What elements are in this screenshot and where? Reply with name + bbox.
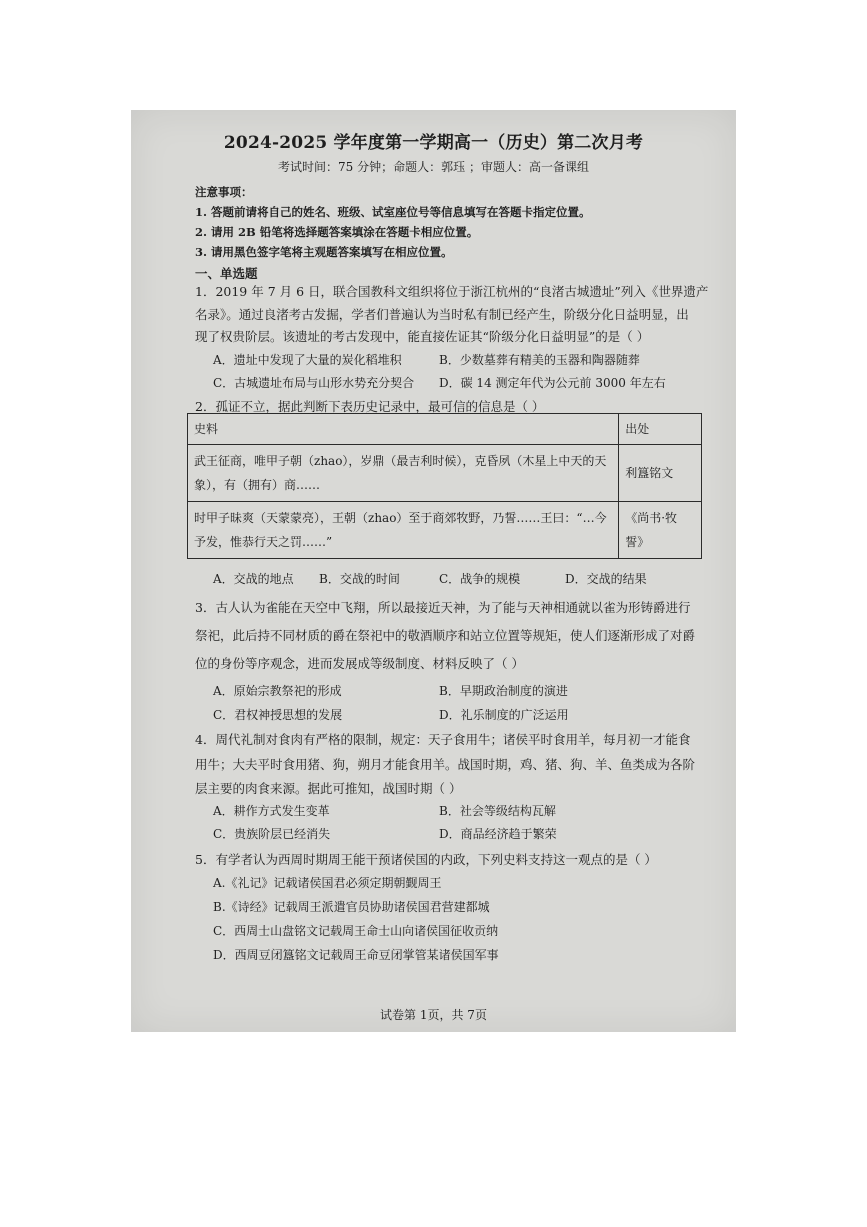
q2-option-b: B．交战的时间 [319,572,400,586]
q3-stem-line: 祭祀，此后持不同材质的爵在祭祀中的敬酒顺序和站立位置等规矩，使人们逐渐形成了对爵 [195,628,696,643]
table-cell: 武王征商，唯甲子朝（zhao），岁鼎（最吉利时候），克昏夙（木星上中天的天象），有（拥有）商…… [188,445,619,502]
q5-option-d: D．西周豆闭簋铭文记载周王命豆闭掌管某诸侯国军事 [213,948,499,962]
q1-option-c: C．古城遗址布局与山形水势充分契合 [213,376,415,390]
q3-option-d: D．礼乐制度的广泛运用 [439,708,569,722]
q3-option-a: A．原始宗教祭祀的形成 [213,684,342,698]
source-table [187,413,702,559]
table-cell: 《尚书·牧誓》 [619,502,702,559]
q5-stem: 5．有学者认为西周时期周王能干预诸侯国的内政，下列史料支持这一观点的是（ ） [195,852,657,867]
q4-option-b: B．社会等级结构瓦解 [439,804,556,818]
q5-option-b: B.《诗经》记载周王派遣官员协助诸侯国君营建都城 [213,900,490,914]
q3-option-b: B．早期政治制度的演进 [439,684,568,698]
q4-stem-line: 4．周代礼制对食肉有严格的限制，规定：天子食用牛；诸侯平时食用羊，每月初一才能食 [195,732,691,747]
q3-stem-line: 3．古人认为雀能在天空中飞翔，所以最接近天神，为了能与天神相通就以雀为形铸爵进行 [195,600,691,615]
q1-stem-line: 名录》。通过良渚考古发掘，学者们普遍认为当时私有制已经产生，阶级分化日益明显，出 [195,307,689,322]
table-header-row [188,414,702,445]
exam-info: 考试时间：75 分钟；命题人：郭珏 ；审题人：高一备课组 [278,160,589,174]
q4-option-d: D．商品经济趋于繁荣 [439,827,557,841]
q5-option-a: A.《礼记》记载诸侯国君必须定期朝觐周王 [213,876,442,890]
table-cell: 时甲子昧爽（天蒙蒙亮），王朝（zhao）至于商郊牧野，乃誓……王曰：“…今予发，惟恭行天之罚……” [188,502,619,559]
q1-option-b: B．少数墓葬有精美的玉器和陶器随葬 [439,353,640,367]
notice-heading: 注意事项： [195,185,253,199]
q1-stem-line: 现了权贵阶层。该遗址的考古发现中，能直接佐证其“阶级分化日益明显”的是（ ） [195,329,650,344]
q1-option-d: D．碳 14 测定年代为公元前 3000 年左右 [439,376,666,390]
table-row [188,502,702,559]
notice-item: 3. 请用黑色签字笔将主观题答案填写在相应位置。 [195,245,453,259]
q4-stem-line: 用牛；大夫平时食用猪、狗，朔月才能食用羊。战国时期，鸡、猪、狗、羊、鱼类成为各阶 [195,757,696,772]
page-footer: 试卷第 1页，共 7页 [380,1008,487,1022]
table-cell: 利簋铭文 [619,445,702,502]
q5-option-c: C．西周士山盘铭文记载周王命士山向诸侯国征收贡纳 [213,924,499,938]
q4-option-c: C．贵族阶层已经消失 [213,827,331,841]
q3-stem-line: 位的身份等序观念，进而发展成等级制度、材料反映了（ ） [195,656,524,671]
exam-paper [131,110,736,1032]
q2-stem: 2．孤证不立，据此判断下表历史记录中，最可信的信息是（ ） [195,399,545,414]
q2-option-c: C．战争的规模 [439,572,521,586]
q2-option-d: D．交战的结果 [565,572,647,586]
q1-option-a: A．遗址中发现了大量的炭化稻堆积 [213,353,402,367]
q1-stem-line: 1．2019 年 7 月 6 日，联合国教科文组织将位于浙江杭州的“良渚古城遗址”列入《世界遗产 [195,284,709,299]
notice-item: 2. 请用 2B 铅笔将选择题答案填涂在答题卡相应位置。 [195,225,479,239]
table-row [188,445,702,502]
q3-option-c: C．君权神授思想的发展 [213,708,343,722]
q4-stem-line: 层主要的肉食来源。据此可推知，战国时期（ ） [195,781,462,796]
q2-option-a: A．交战的地点 [213,572,294,586]
exam-title: 2024-2025 学年度第一学期高一（历史）第二次月考 [223,133,644,153]
notice-item: 1. 答题前请将自己的姓名、班级、试室座位号等信息填写在答题卡指定位置。 [195,205,591,219]
table-header-cell: 史料 [188,414,619,445]
table-header-cell: 出处 [619,414,702,445]
section-heading: 一、单选题 [195,266,258,281]
q4-option-a: A．耕作方式发生变革 [213,804,330,818]
